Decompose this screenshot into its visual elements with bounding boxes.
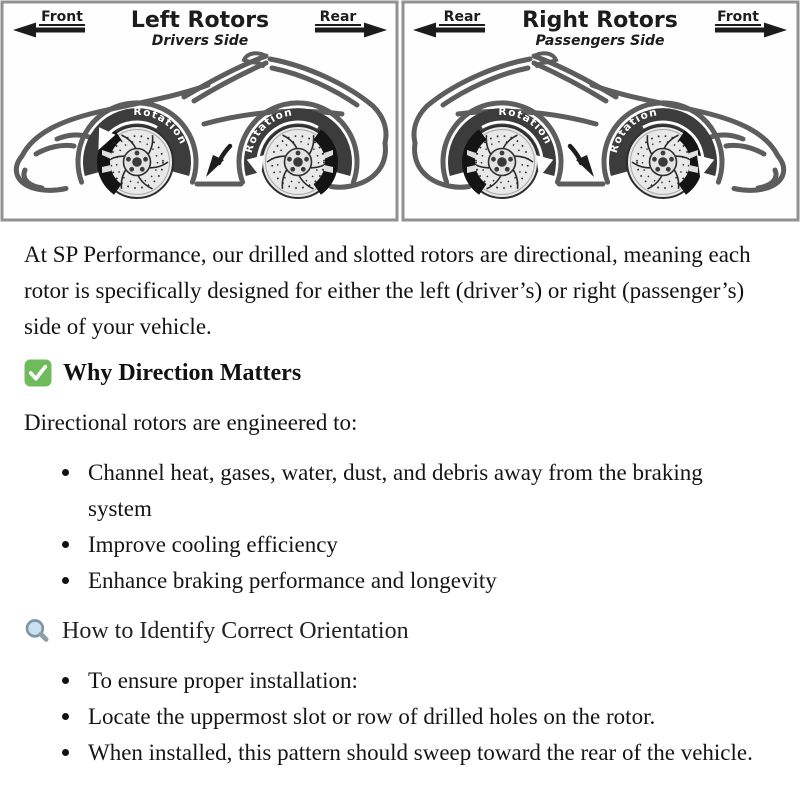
benefits-list bbox=[24, 455, 760, 599]
list-item: Improve cooling efficiency bbox=[68, 527, 760, 563]
rotation-label: Rotation bbox=[498, 105, 555, 147]
front-label: Front bbox=[717, 9, 759, 25]
rotation-label: Rotation bbox=[133, 105, 190, 147]
section-heading-how-to-identify bbox=[24, 615, 760, 647]
check-icon bbox=[24, 359, 52, 387]
list-item: Channel heat, gases, water, dust, and debris away from the braking system bbox=[68, 455, 760, 527]
list-item: To ensure proper installation: bbox=[68, 663, 760, 699]
list-item: Enhance braking performance and longevity bbox=[68, 563, 760, 599]
intro-paragraph: At SP Performance, our drilled and slotted rotors are directional, meaning each rotor is specifically designed for either the left (driver’s) or right (passenger’s) side of your vehicle. bbox=[24, 242, 751, 339]
right-panel-subtitle: Passengers Side bbox=[535, 33, 665, 49]
rear-label: Rear bbox=[443, 9, 481, 25]
lead-paragraph: Directional rotors are engineered to: bbox=[24, 410, 358, 435]
magnifier-icon bbox=[24, 618, 51, 645]
rotation-label: Rotation bbox=[607, 106, 659, 155]
left-panel-subtitle: Drivers Side bbox=[151, 33, 249, 49]
section-heading-text: Why Direction Matters bbox=[63, 360, 302, 386]
left-panel bbox=[2, 2, 397, 220]
section-heading-text: How to Identify Correct Orientation bbox=[62, 618, 409, 644]
list-item: When installed, this pattern should sweep toward the rear of the vehicle. bbox=[68, 735, 760, 771]
rotor-diagram-svg bbox=[0, 0, 800, 223]
front-label: Front bbox=[41, 9, 83, 25]
right-panel bbox=[403, 2, 798, 220]
rotation-label: Rotation bbox=[242, 106, 294, 155]
rotor-direction-diagram bbox=[0, 0, 800, 223]
orientation-list bbox=[24, 663, 760, 771]
list-item: Locate the uppermost slot or row of drilled holes on the rotor. bbox=[68, 699, 760, 735]
rear-label: Rear bbox=[319, 9, 357, 25]
left-panel-title: Left Rotors bbox=[130, 8, 270, 33]
article bbox=[0, 237, 800, 785]
right-panel-title: Right Rotors bbox=[522, 8, 678, 33]
section-heading-why-direction-matters bbox=[24, 357, 760, 389]
